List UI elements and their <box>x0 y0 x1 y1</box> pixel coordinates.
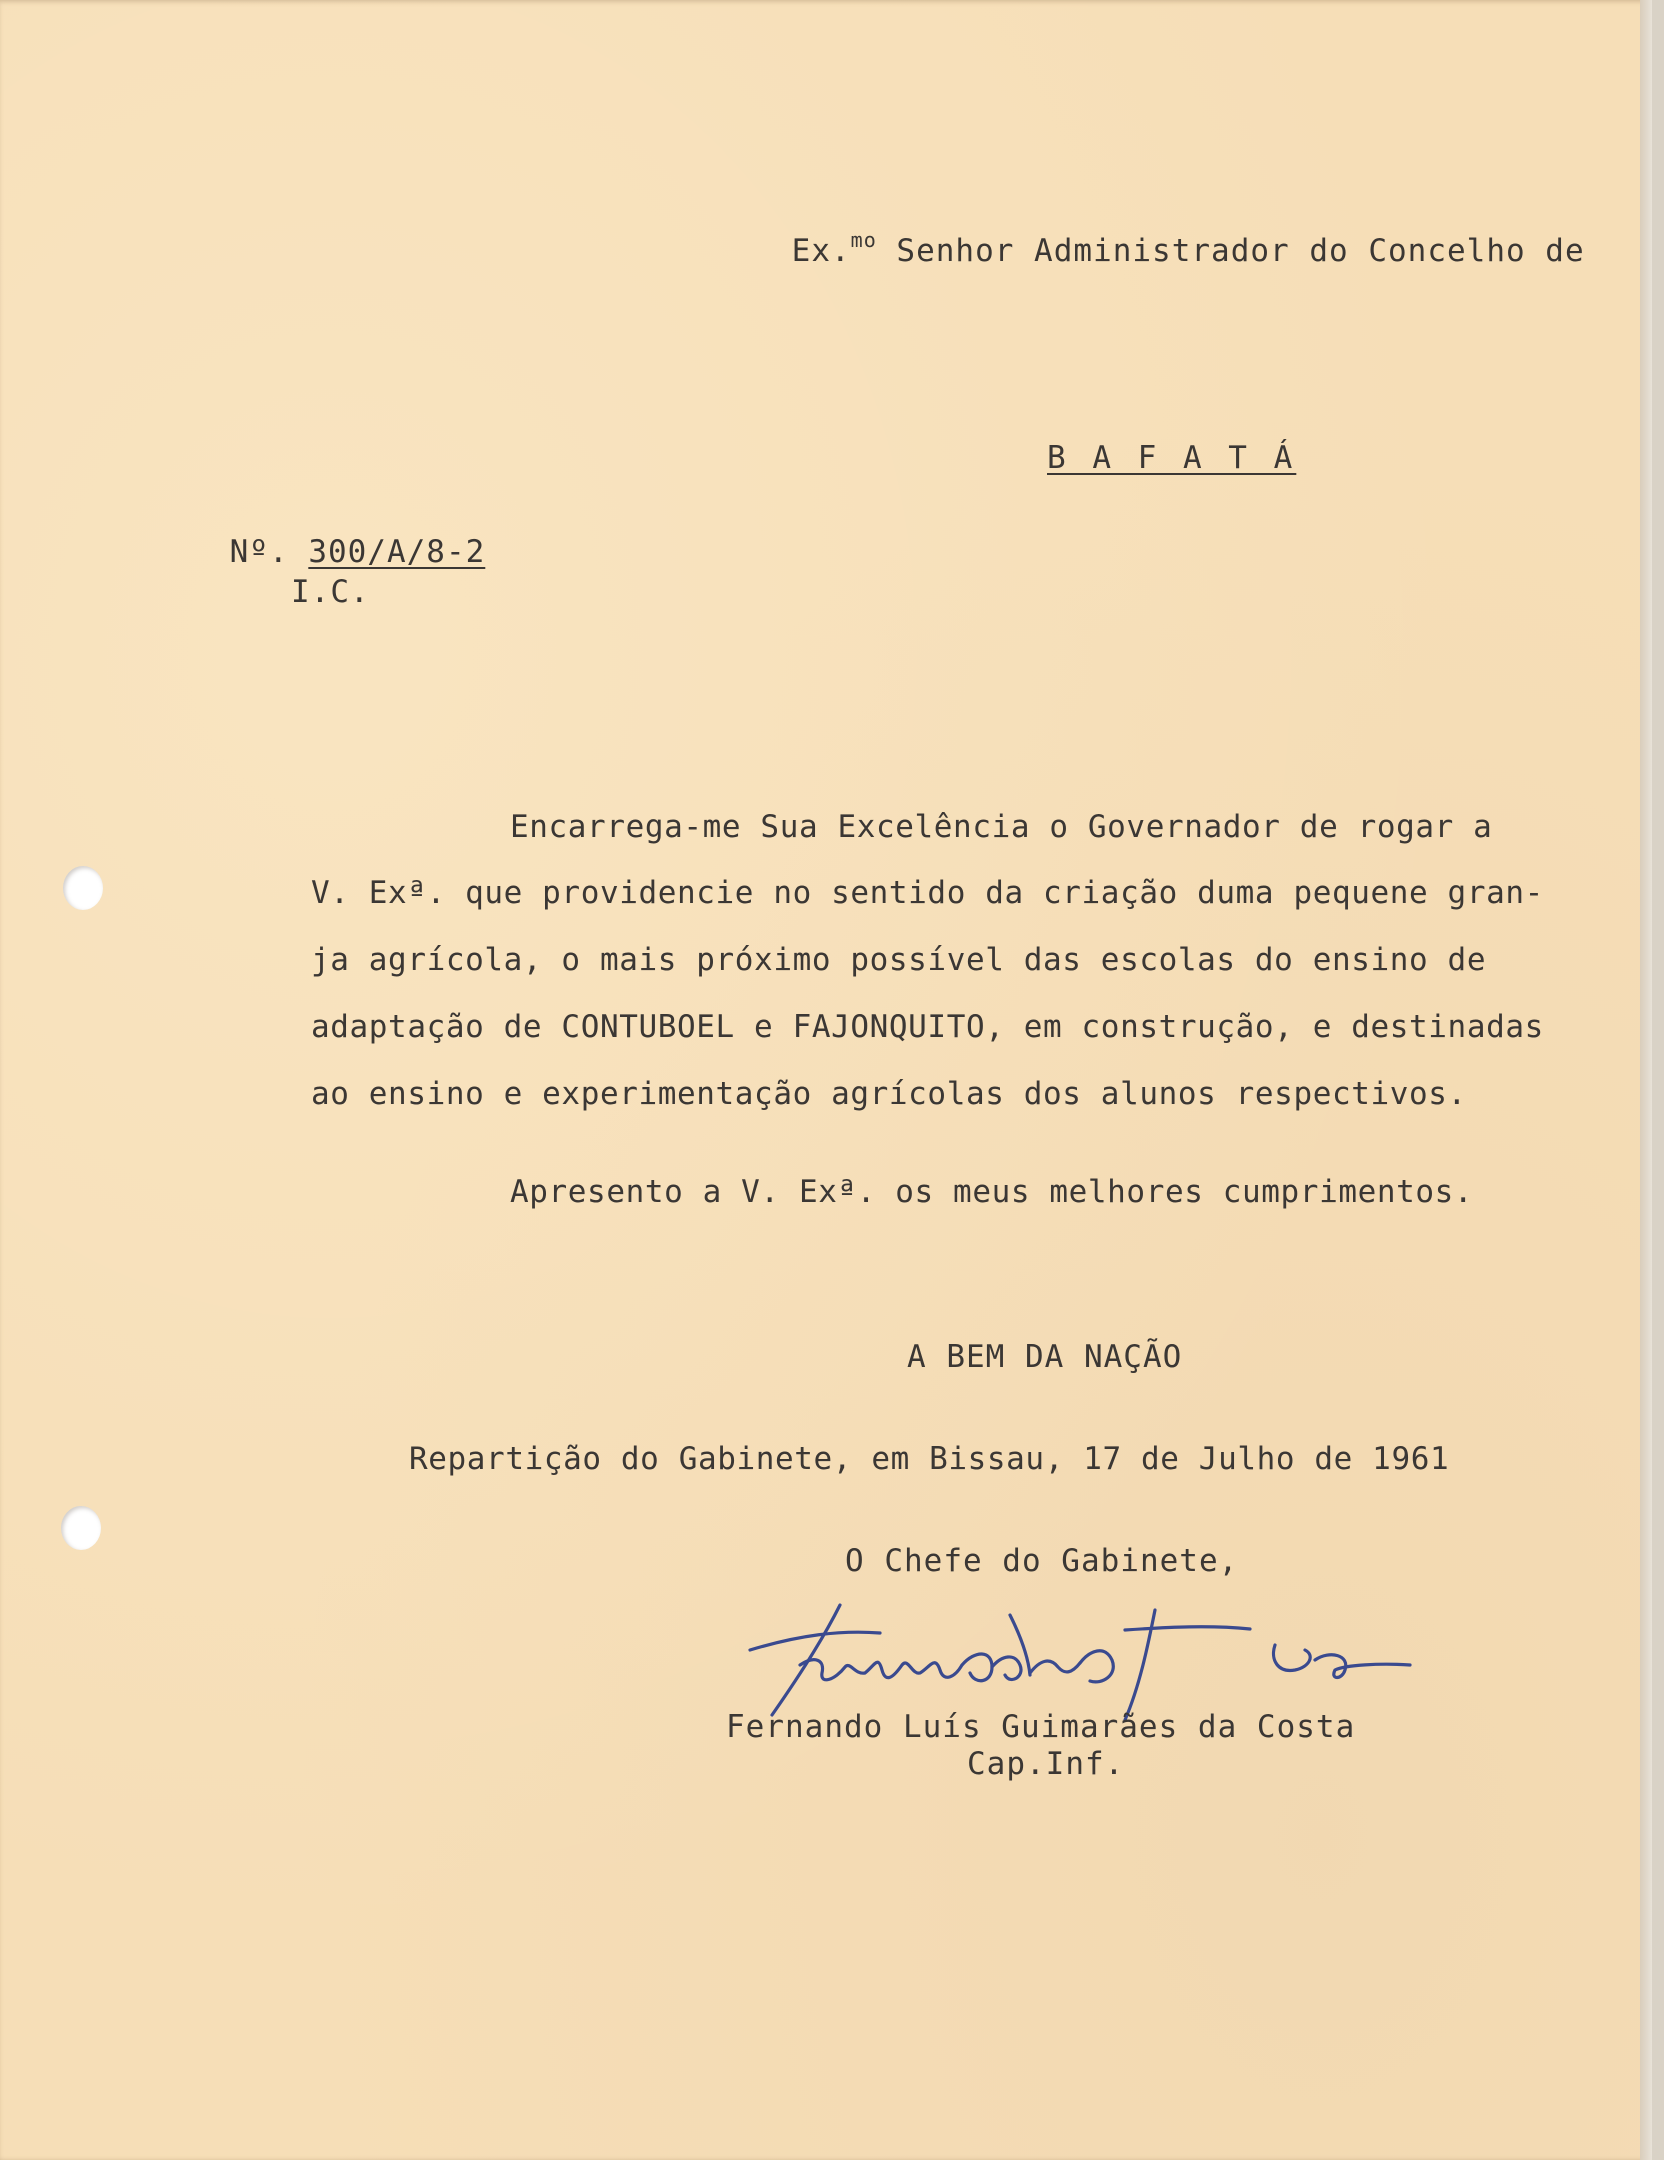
page-edge <box>1640 0 1652 2160</box>
place-and-date: Repartição do Gabinete, em Bissau, 17 de Julho de 1961 <box>409 1441 1450 1477</box>
signoff: O Chefe do Gabinete, <box>845 1543 1239 1579</box>
motto: A BEM DA NAÇÃO <box>907 1339 1183 1375</box>
addressee-line <box>713 205 1585 298</box>
addressee-text: Senhor Administrador do Concelho de <box>876 233 1585 269</box>
body-line-4: adaptação de CONTUBOEL e FAJONQUITO, em construção, e destinadas <box>311 1009 1544 1045</box>
body-line-3: ja agrícola, o mais próximo possível das escolas do ensino de <box>311 942 1487 978</box>
body-line-2: V. Exª. que providencie no sentido da criação duma pequene gran- <box>311 875 1544 911</box>
addressee-location: B A F A T Á <box>1047 440 1297 476</box>
body-line-1: Encarrega-me Sua Excelência o Governador de rogar a <box>510 809 1493 845</box>
addressee-superscript: mo <box>850 228 877 252</box>
signer-rank: Cap.Inf. <box>967 1746 1125 1782</box>
reference-number: 300/A/8-2 <box>308 534 486 570</box>
punch-hole-bottom <box>61 1506 101 1550</box>
addressee-prefix: Ex. <box>791 233 851 269</box>
handwritten-signature <box>730 1595 1430 1725</box>
closing-greeting: Apresento a V. Exª. os meus melhores cumprimentos. <box>510 1174 1474 1210</box>
punch-hole-top <box>63 866 103 910</box>
reference-label: Nº. <box>229 534 309 570</box>
reference-code: I.C. <box>291 574 370 610</box>
body-line-5: ao ensino e experimentação agrícolas dos alunos respectivos. <box>311 1076 1467 1112</box>
signer-name: Fernando Luís Guimarães da Costa <box>726 1709 1356 1745</box>
